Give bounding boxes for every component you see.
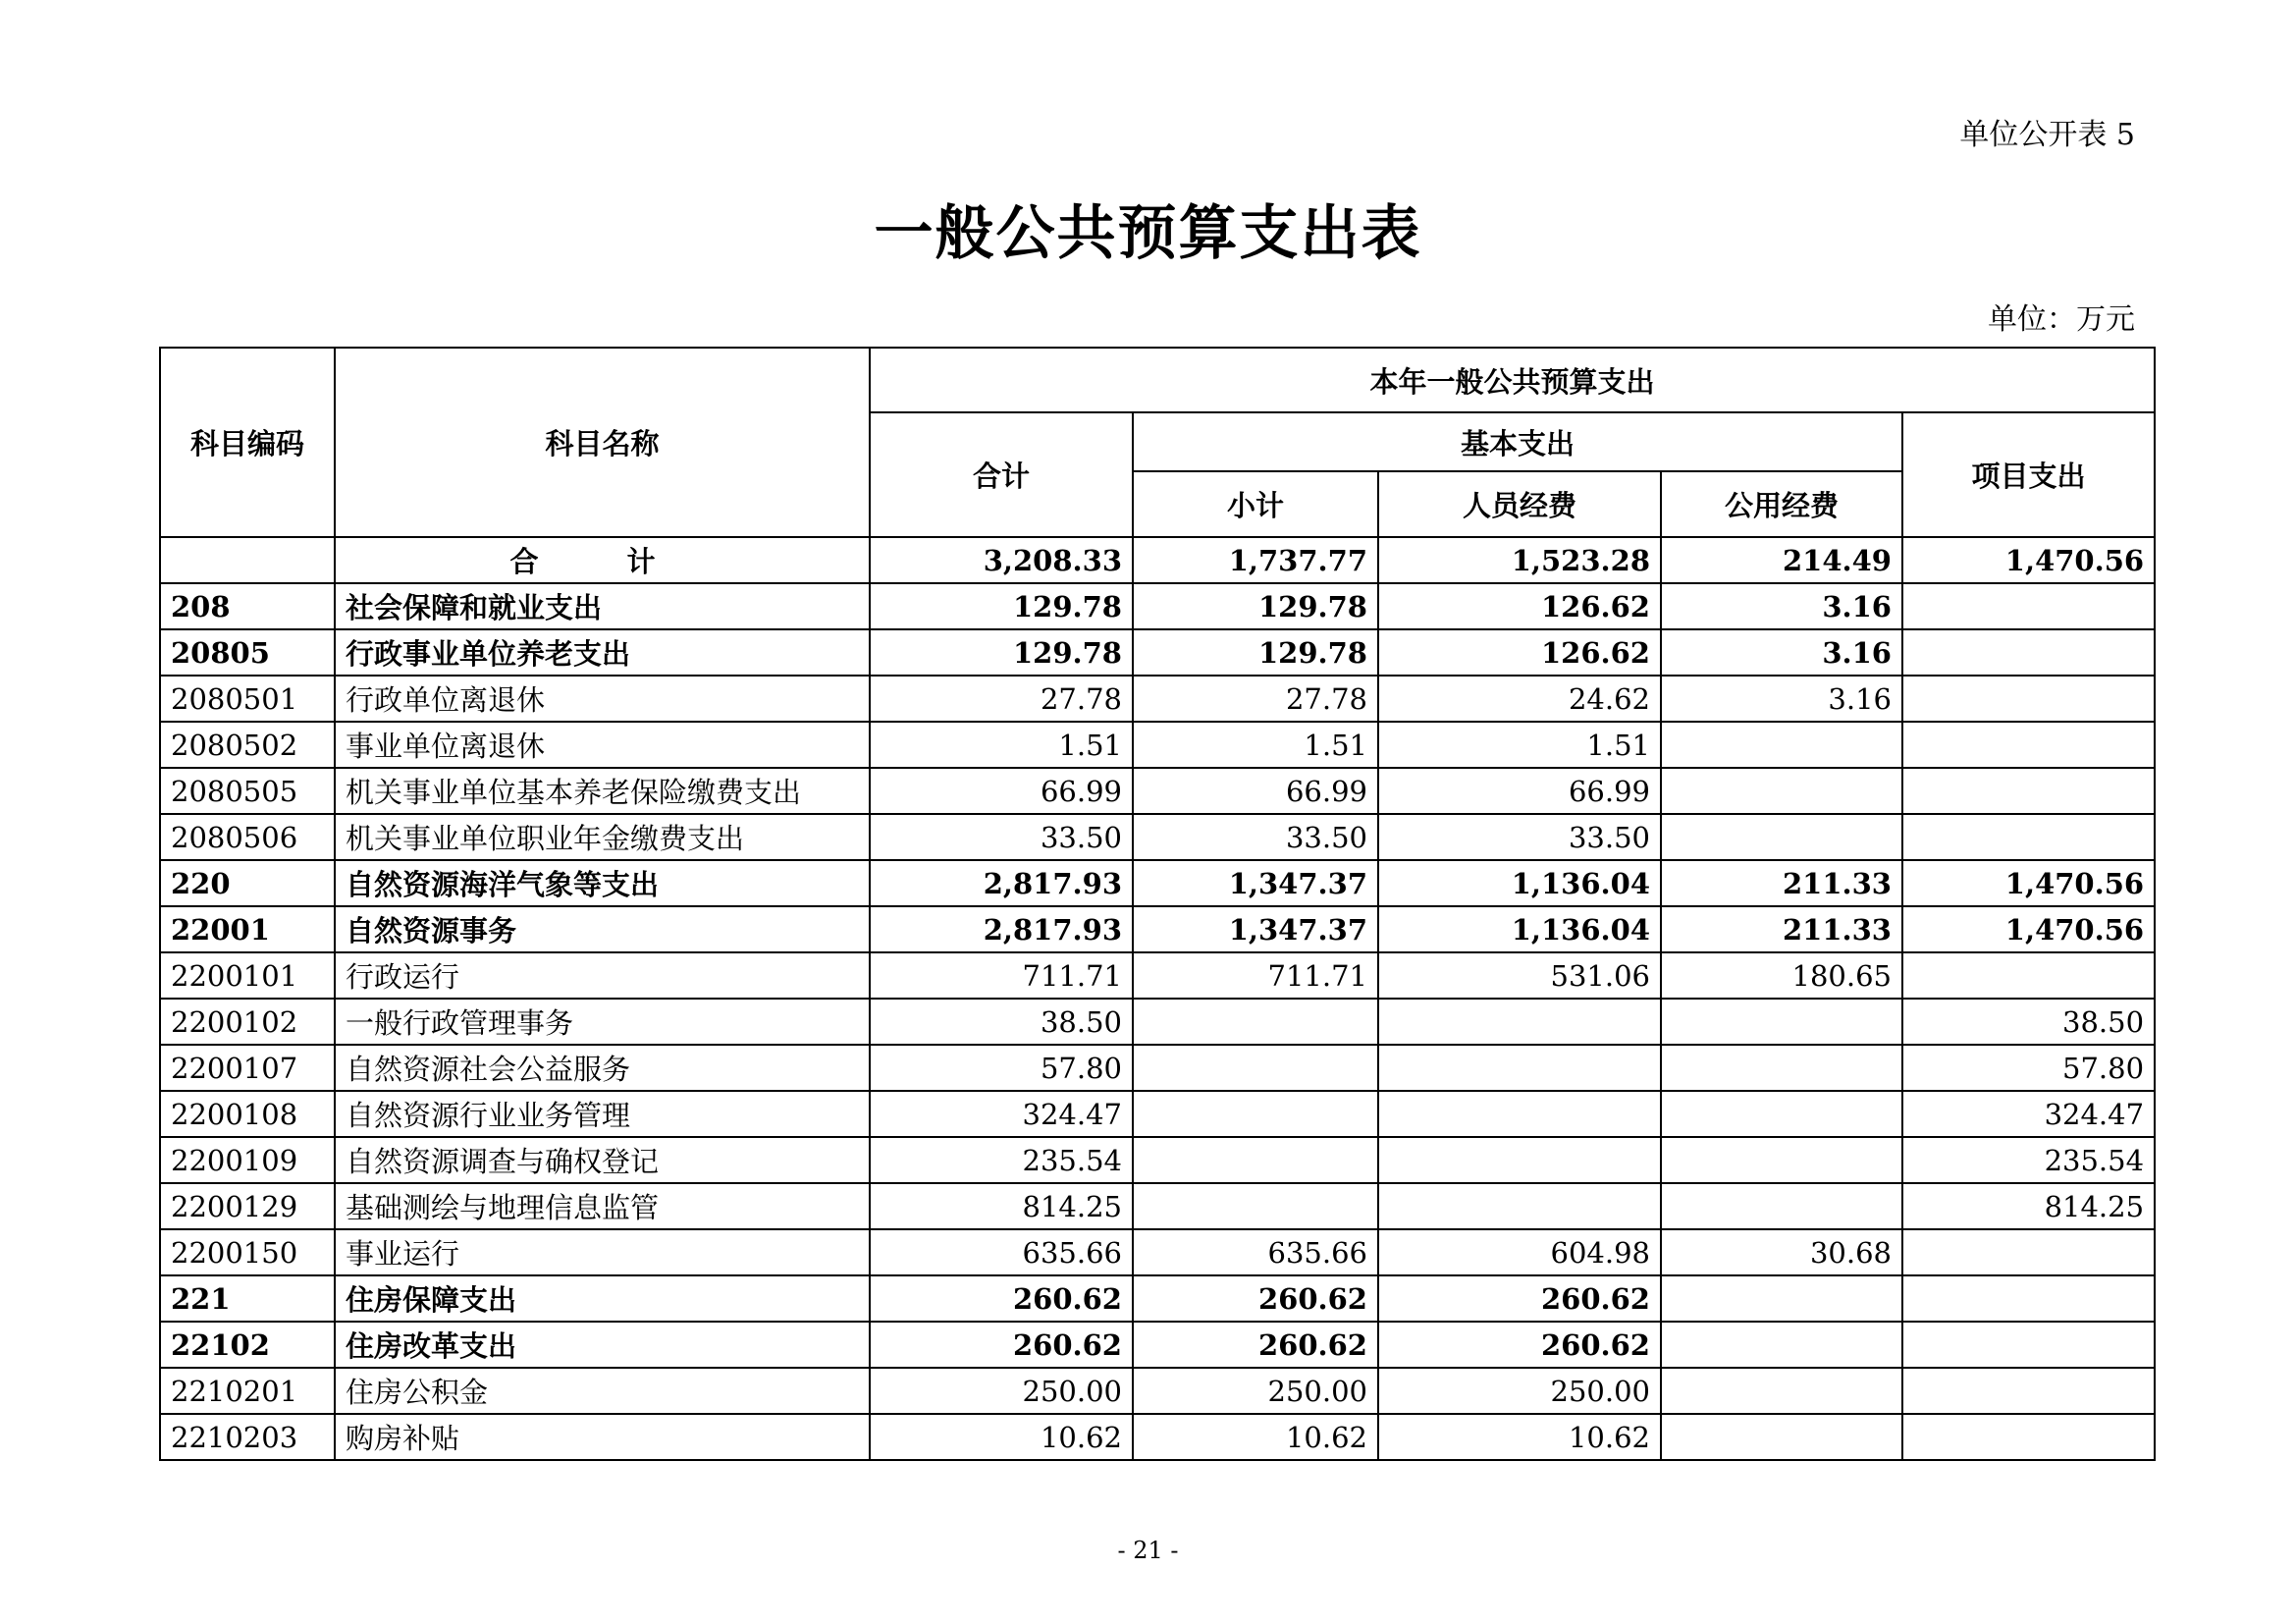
table-row: [160, 906, 2155, 952]
cell-subtotal: 129.78: [1133, 583, 1378, 629]
cell-public: 180.65: [1661, 952, 1902, 999]
cell-total: 129.78: [870, 583, 1133, 629]
table-row: [160, 1368, 2155, 1414]
cell-code: 2200108: [160, 1091, 335, 1137]
cell-project: 1,470.56: [1902, 537, 2155, 583]
table-row: [160, 1275, 2155, 1322]
cell-name: 社会保障和就业支出: [335, 583, 870, 629]
header-total: 合计: [870, 412, 1133, 537]
cell-personnel: [1378, 1045, 1661, 1091]
table-row: [160, 814, 2155, 860]
cell-name: 机关事业单位基本养老保险缴费支出: [335, 768, 870, 814]
cell-total: 635.66: [870, 1229, 1133, 1275]
cell-subtotal: 1.51: [1133, 722, 1378, 768]
cell-public: [1661, 722, 1902, 768]
cell-total: 2,817.93: [870, 906, 1133, 952]
cell-code: [160, 537, 335, 583]
header-group: 本年一般公共预算支出: [870, 348, 2155, 412]
cell-total: 235.54: [870, 1137, 1133, 1183]
table-row: [160, 1183, 2155, 1229]
cell-name: 住房保障支出: [335, 1275, 870, 1322]
cell-project: [1902, 583, 2155, 629]
table-row: [160, 676, 2155, 722]
cell-public: [1661, 1368, 1902, 1414]
cell-name: 自然资源事务: [335, 906, 870, 952]
cell-project: 235.54: [1902, 1137, 2155, 1183]
cell-subtotal: 1,737.77: [1133, 537, 1378, 583]
cell-name: 行政事业单位养老支出: [335, 629, 870, 676]
cell-public: 214.49: [1661, 537, 1902, 583]
cell-public: [1661, 1414, 1902, 1460]
cell-name: 购房补贴: [335, 1414, 870, 1460]
cell-name: 自然资源海洋气象等支出: [335, 860, 870, 906]
cell-subtotal: 711.71: [1133, 952, 1378, 999]
cell-total: 38.50: [870, 999, 1133, 1045]
cell-personnel: [1378, 999, 1661, 1045]
cell-public: 30.68: [1661, 1229, 1902, 1275]
cell-subtotal: 260.62: [1133, 1322, 1378, 1368]
cell-public: [1661, 1137, 1902, 1183]
table-row: [160, 537, 2155, 583]
cell-name: 自然资源调查与确权登记: [335, 1137, 870, 1183]
cell-project: [1902, 676, 2155, 722]
cell-personnel: 126.62: [1378, 583, 1661, 629]
cell-total: 324.47: [870, 1091, 1133, 1137]
header-subtotal: 小计: [1133, 471, 1378, 537]
cell-name: 事业单位离退休: [335, 722, 870, 768]
cell-name: 机关事业单位职业年金缴费支出: [335, 814, 870, 860]
cell-total: 711.71: [870, 952, 1133, 999]
cell-code: 208: [160, 583, 335, 629]
cell-personnel: 10.62: [1378, 1414, 1661, 1460]
cell-code: 2200109: [160, 1137, 335, 1183]
budget-table: [159, 347, 2156, 1461]
page-number: - 21 -: [1117, 1537, 1179, 1564]
cell-subtotal: 250.00: [1133, 1368, 1378, 1414]
table-row: [160, 1414, 2155, 1460]
cell-total: 66.99: [870, 768, 1133, 814]
cell-personnel: 531.06: [1378, 952, 1661, 999]
cell-project: [1902, 629, 2155, 676]
cell-total: 3,208.33: [870, 537, 1133, 583]
cell-subtotal: 129.78: [1133, 629, 1378, 676]
cell-subtotal: 1,347.37: [1133, 906, 1378, 952]
cell-public: 3.16: [1661, 676, 1902, 722]
cell-total: 260.62: [870, 1322, 1133, 1368]
table-body: [160, 537, 2155, 1460]
form-number: 单位公开表 5: [1959, 118, 2135, 152]
cell-total: 250.00: [870, 1368, 1133, 1414]
cell-code: 2200129: [160, 1183, 335, 1229]
cell-subtotal: 27.78: [1133, 676, 1378, 722]
cell-personnel: 250.00: [1378, 1368, 1661, 1414]
cell-name: 事业运行: [335, 1229, 870, 1275]
cell-project: [1902, 1275, 2155, 1322]
cell-personnel: 33.50: [1378, 814, 1661, 860]
cell-code: 20805: [160, 629, 335, 676]
cell-personnel: [1378, 1091, 1661, 1137]
cell-public: 211.33: [1661, 860, 1902, 906]
cell-name: 行政运行: [335, 952, 870, 999]
header-name: 科目名称: [335, 348, 870, 537]
header-public: 公用经费: [1661, 471, 1902, 537]
table-row: [160, 860, 2155, 906]
cell-public: [1661, 999, 1902, 1045]
cell-public: [1661, 1091, 1902, 1137]
cell-public: [1661, 1045, 1902, 1091]
cell-public: [1661, 1275, 1902, 1322]
table-row: [160, 722, 2155, 768]
cell-code: 22001: [160, 906, 335, 952]
cell-personnel: 260.62: [1378, 1322, 1661, 1368]
header-basic: 基本支出: [1133, 412, 1902, 471]
cell-public: [1661, 1183, 1902, 1229]
table-row: [160, 952, 2155, 999]
cell-name: 合 计: [335, 537, 870, 583]
cell-project: 324.47: [1902, 1091, 2155, 1137]
cell-project: 1,470.56: [1902, 860, 2155, 906]
header-personnel: 人员经费: [1378, 471, 1661, 537]
cell-name: 住房公积金: [335, 1368, 870, 1414]
cell-personnel: 1,136.04: [1378, 906, 1661, 952]
cell-project: [1902, 1229, 2155, 1275]
cell-code: 221: [160, 1275, 335, 1322]
cell-subtotal: 260.62: [1133, 1275, 1378, 1322]
cell-total: 27.78: [870, 676, 1133, 722]
cell-code: 2080505: [160, 768, 335, 814]
cell-total: 129.78: [870, 629, 1133, 676]
cell-subtotal: 66.99: [1133, 768, 1378, 814]
cell-code: 2210203: [160, 1414, 335, 1460]
cell-subtotal: 635.66: [1133, 1229, 1378, 1275]
cell-project: 57.80: [1902, 1045, 2155, 1091]
cell-code: 2210201: [160, 1368, 335, 1414]
cell-project: 38.50: [1902, 999, 2155, 1045]
cell-subtotal: [1133, 1045, 1378, 1091]
cell-personnel: 24.62: [1378, 676, 1661, 722]
cell-personnel: 604.98: [1378, 1229, 1661, 1275]
cell-subtotal: [1133, 999, 1378, 1045]
cell-code: 2200150: [160, 1229, 335, 1275]
cell-personnel: 66.99: [1378, 768, 1661, 814]
cell-personnel: 1.51: [1378, 722, 1661, 768]
cell-personnel: 1,136.04: [1378, 860, 1661, 906]
cell-public: [1661, 1322, 1902, 1368]
cell-project: 1,470.56: [1902, 906, 2155, 952]
table-row: [160, 1229, 2155, 1275]
cell-subtotal: 10.62: [1133, 1414, 1378, 1460]
cell-personnel: 126.62: [1378, 629, 1661, 676]
cell-project: [1902, 952, 2155, 999]
table-row: [160, 583, 2155, 629]
table-row: [160, 999, 2155, 1045]
cell-project: [1902, 1414, 2155, 1460]
page-title: 一般公共预算支出表: [874, 199, 1422, 268]
cell-code: 2200107: [160, 1045, 335, 1091]
cell-project: [1902, 1368, 2155, 1414]
table-row: [160, 1322, 2155, 1368]
cell-code: 2080501: [160, 676, 335, 722]
cell-subtotal: 33.50: [1133, 814, 1378, 860]
cell-public: 3.16: [1661, 629, 1902, 676]
cell-project: 814.25: [1902, 1183, 2155, 1229]
cell-public: 3.16: [1661, 583, 1902, 629]
cell-personnel: 260.62: [1378, 1275, 1661, 1322]
cell-total: 33.50: [870, 814, 1133, 860]
cell-total: 2,817.93: [870, 860, 1133, 906]
cell-subtotal: [1133, 1183, 1378, 1229]
cell-name: 自然资源社会公益服务: [335, 1045, 870, 1091]
cell-public: 211.33: [1661, 906, 1902, 952]
cell-total: 814.25: [870, 1183, 1133, 1229]
table-row: [160, 768, 2155, 814]
cell-total: 1.51: [870, 722, 1133, 768]
cell-subtotal: [1133, 1137, 1378, 1183]
cell-personnel: [1378, 1183, 1661, 1229]
table-row: [160, 1137, 2155, 1183]
cell-project: [1902, 768, 2155, 814]
header-project: 项目支出: [1902, 412, 2155, 537]
cell-project: [1902, 814, 2155, 860]
cell-personnel: [1378, 1137, 1661, 1183]
cell-name: 一般行政管理事务: [335, 999, 870, 1045]
cell-code: 2200101: [160, 952, 335, 999]
header-code: 科目编码: [160, 348, 335, 537]
cell-name: 住房改革支出: [335, 1322, 870, 1368]
cell-code: 2080506: [160, 814, 335, 860]
cell-name: 自然资源行业业务管理: [335, 1091, 870, 1137]
cell-public: [1661, 768, 1902, 814]
unit-label: 单位：万元: [1988, 302, 2135, 337]
cell-code: 2200102: [160, 999, 335, 1045]
cell-public: [1661, 814, 1902, 860]
cell-name: 行政单位离退休: [335, 676, 870, 722]
cell-total: 10.62: [870, 1414, 1133, 1460]
cell-subtotal: [1133, 1091, 1378, 1137]
cell-project: [1902, 722, 2155, 768]
table-row: [160, 629, 2155, 676]
cell-code: 22102: [160, 1322, 335, 1368]
cell-personnel: 1,523.28: [1378, 537, 1661, 583]
table-row: [160, 1045, 2155, 1091]
cell-code: 220: [160, 860, 335, 906]
cell-code: 2080502: [160, 722, 335, 768]
cell-total: 260.62: [870, 1275, 1133, 1322]
cell-project: [1902, 1322, 2155, 1368]
cell-name: 基础测绘与地理信息监管: [335, 1183, 870, 1229]
table-row: [160, 1091, 2155, 1137]
cell-subtotal: 1,347.37: [1133, 860, 1378, 906]
cell-total: 57.80: [870, 1045, 1133, 1091]
